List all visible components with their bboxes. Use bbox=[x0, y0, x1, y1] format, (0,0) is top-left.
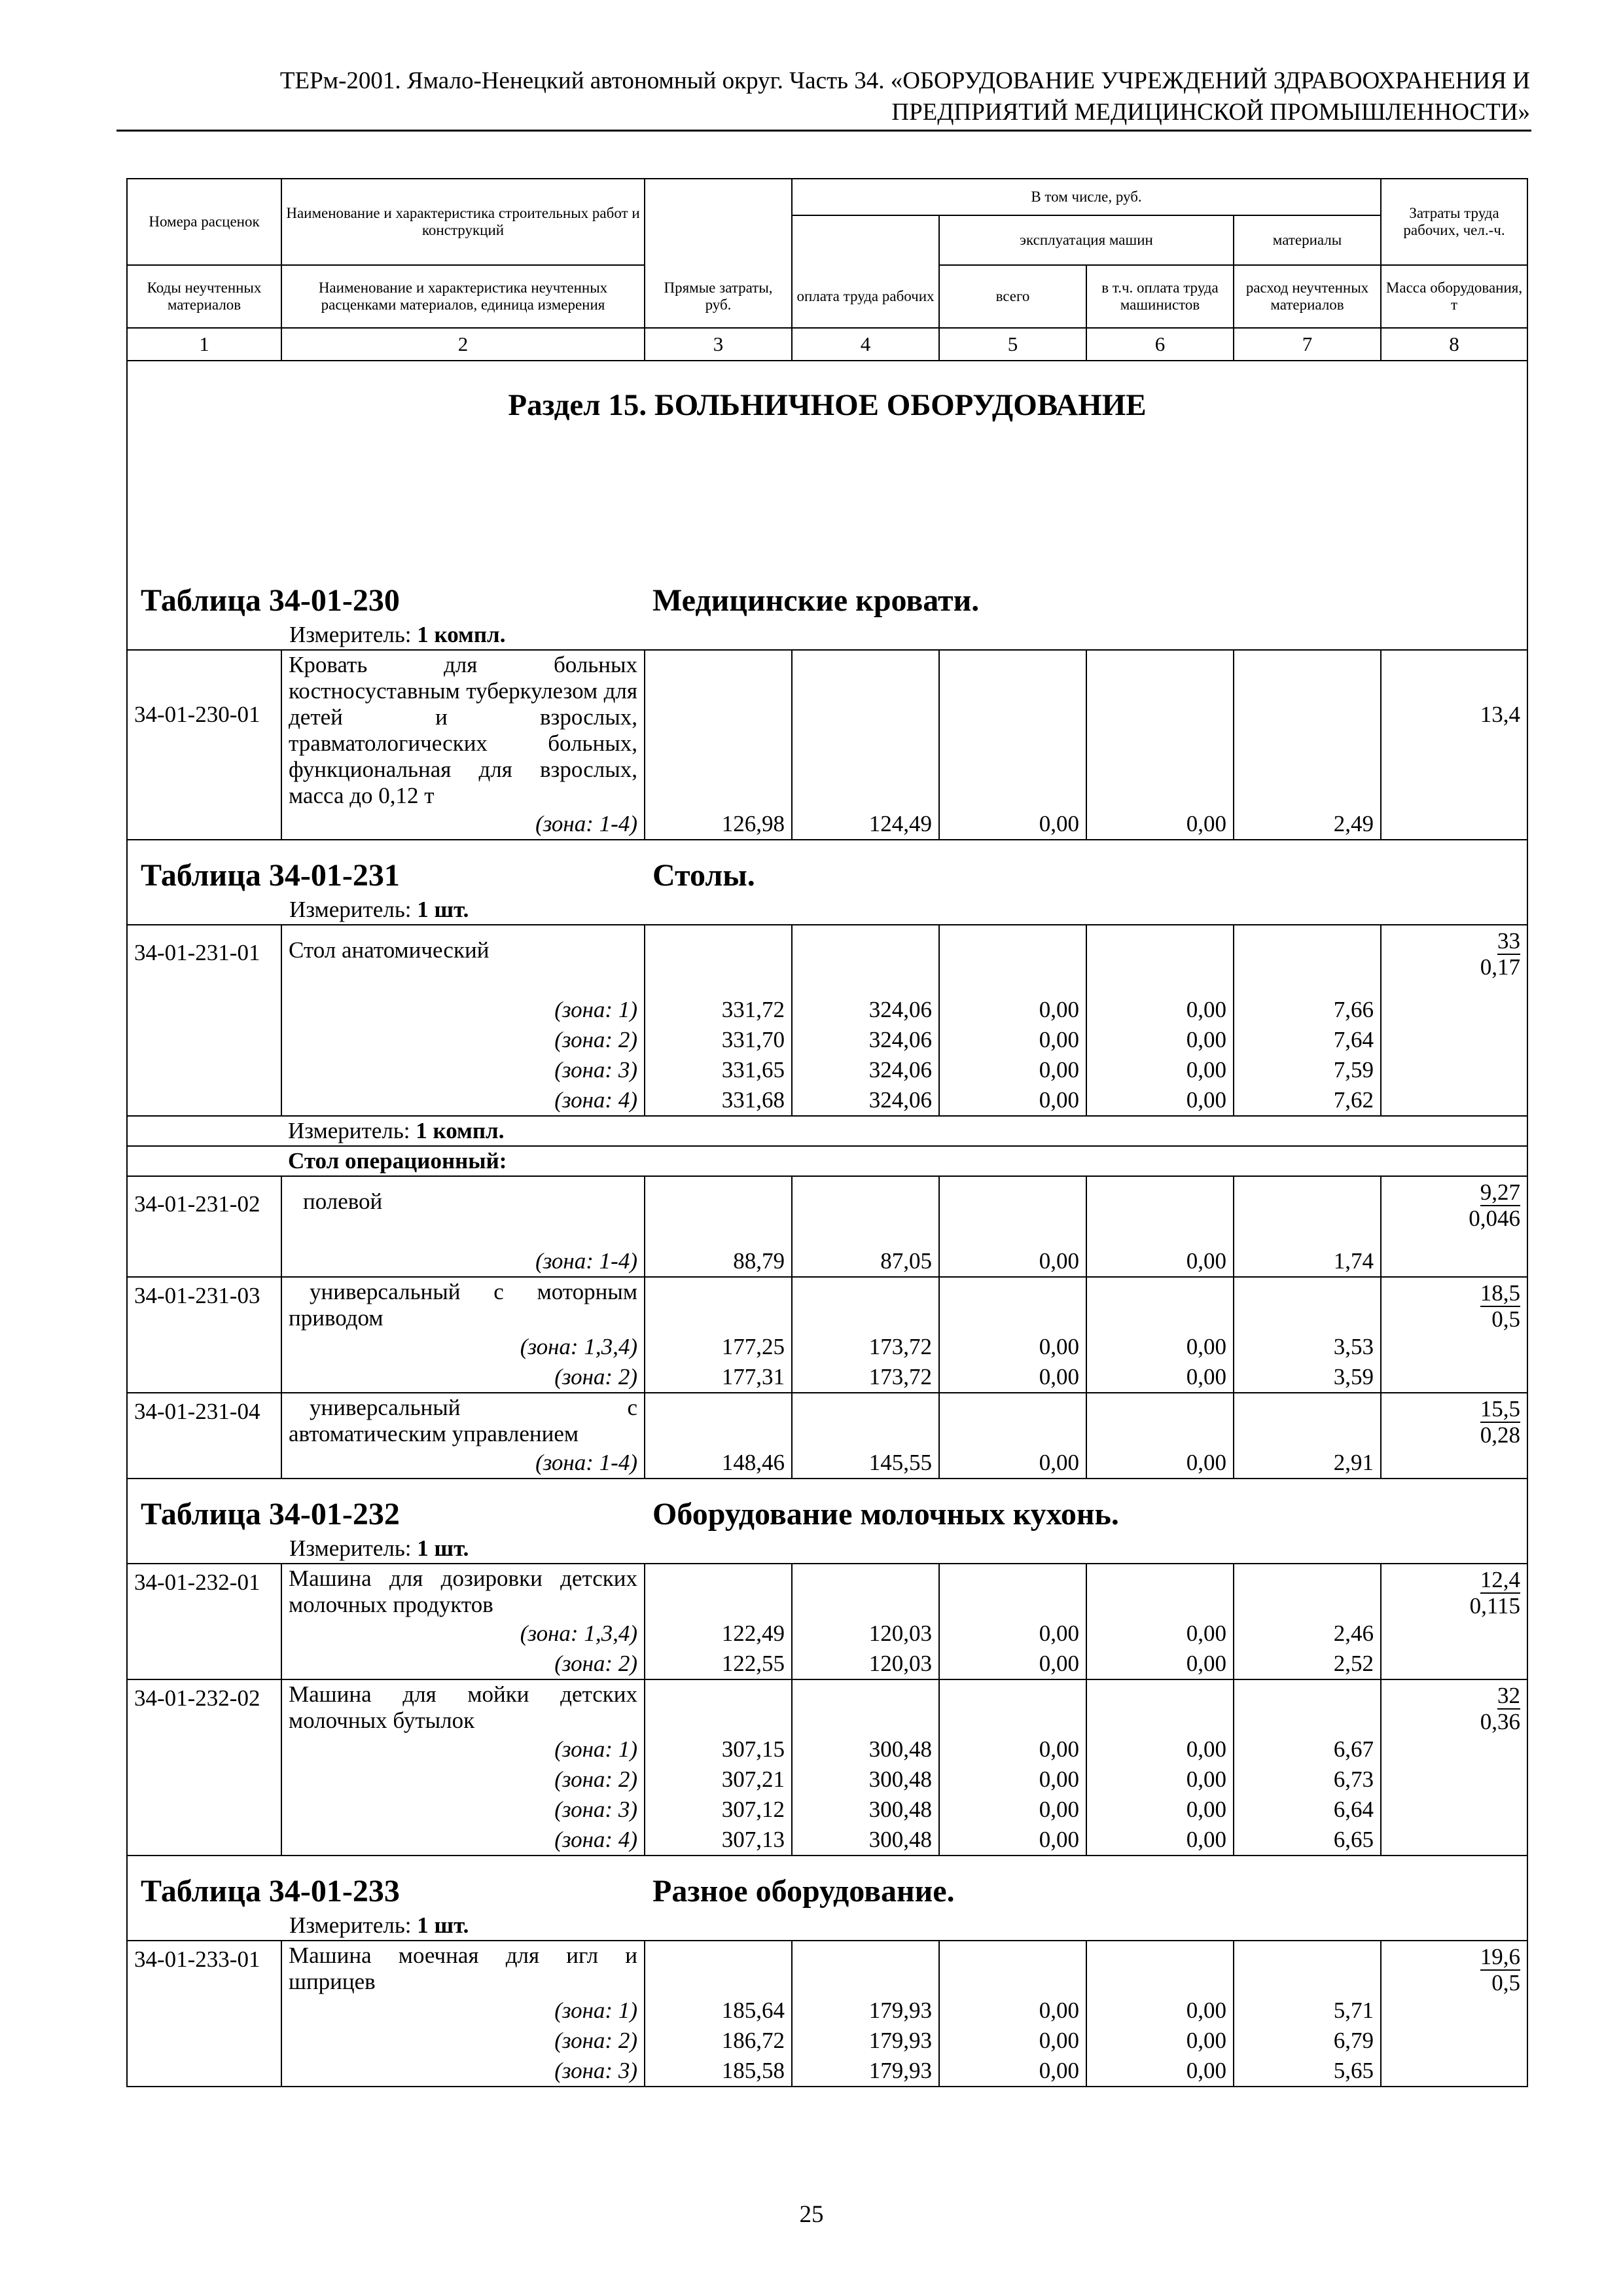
value-direct: 177,25 bbox=[645, 1332, 792, 1362]
measure-value: 1 шт. bbox=[417, 1912, 469, 1938]
th-incl-wages: в т.ч. оплата труда машинистов bbox=[1086, 265, 1234, 328]
value-machinists: 0,00 bbox=[1086, 1825, 1234, 1856]
mass-bottom: 0,115 bbox=[1469, 1593, 1521, 1619]
running-header bbox=[116, 65, 1530, 128]
zone-row bbox=[127, 809, 1527, 840]
col-number: 4 bbox=[792, 328, 939, 361]
th-materials: материалы bbox=[1234, 215, 1381, 265]
measure-line bbox=[134, 1911, 1520, 1940]
value-machines: 0,00 bbox=[939, 995, 1086, 1025]
value-wages: 179,93 bbox=[792, 1996, 939, 2026]
zone-label: (зона: 4) bbox=[281, 1825, 645, 1856]
header-row-1 bbox=[127, 179, 1527, 215]
value-machines: 0,00 bbox=[939, 1362, 1086, 1393]
value-machines: 0,00 bbox=[939, 1795, 1086, 1825]
value-wages: 300,48 bbox=[792, 1795, 939, 1825]
mass-bottom: 0,5 bbox=[1491, 1306, 1521, 1332]
value-materials: 2,52 bbox=[1234, 1649, 1381, 1679]
mass-top: 33 bbox=[1497, 928, 1521, 954]
rate-code: 34-01-231-01 bbox=[127, 925, 281, 1116]
value-wages: 87,05 bbox=[792, 1246, 939, 1277]
value-direct: 307,13 bbox=[645, 1825, 792, 1856]
th-machine-ops: эксплуатация машин bbox=[939, 215, 1234, 265]
col-number: 2 bbox=[281, 328, 645, 361]
mass-fraction bbox=[1381, 1679, 1527, 1734]
value-direct: 122,55 bbox=[645, 1649, 792, 1679]
value-direct: 122,49 bbox=[645, 1619, 792, 1649]
table-row bbox=[127, 1941, 1527, 1996]
zone-label: (зона: 1,3,4) bbox=[281, 1619, 645, 1649]
zone-row bbox=[127, 1055, 1527, 1085]
mass-bottom: 0,046 bbox=[1469, 1206, 1521, 1231]
value-direct: 331,68 bbox=[645, 1085, 792, 1116]
measure-line bbox=[134, 1534, 1520, 1563]
value-materials: 6,67 bbox=[1234, 1734, 1381, 1765]
value-materials: 7,66 bbox=[1234, 995, 1381, 1025]
measure-label: Измеритель: bbox=[289, 622, 412, 647]
value-machinists: 0,00 bbox=[1086, 1734, 1234, 1765]
mass-fraction bbox=[1381, 1941, 1527, 1996]
value-direct: 186,72 bbox=[645, 2026, 792, 2056]
rate-description: Машина моечная для игл и шприцев bbox=[281, 1941, 645, 1996]
zone-row bbox=[127, 1795, 1527, 1825]
value-materials: 7,59 bbox=[1234, 1055, 1381, 1085]
value-machines: 0,00 bbox=[939, 1619, 1086, 1649]
value-direct: 148,46 bbox=[645, 1448, 792, 1479]
zone-label: (зона: 1-4) bbox=[281, 1448, 645, 1479]
value-direct: 307,12 bbox=[645, 1795, 792, 1825]
th-labor-cost: Затраты труда рабочих, чел.-ч. bbox=[1381, 179, 1527, 265]
value-machines: 0,00 bbox=[939, 1055, 1086, 1085]
zone-row bbox=[127, 1649, 1527, 1679]
rate-description: Стол анатомический bbox=[281, 925, 645, 995]
value-direct: 177,31 bbox=[645, 1362, 792, 1393]
value-machinists: 0,00 bbox=[1086, 1362, 1234, 1393]
value-machines: 0,00 bbox=[939, 1246, 1086, 1277]
value-machinists: 0,00 bbox=[1086, 1996, 1234, 2026]
col-number: 6 bbox=[1086, 328, 1234, 361]
mass-top: 18,5 bbox=[1480, 1280, 1521, 1306]
table-row bbox=[127, 1564, 1527, 1619]
zone-label: (зона: 2) bbox=[281, 2026, 645, 2056]
value-machinists: 0,00 bbox=[1086, 809, 1234, 840]
value-machines: 0,00 bbox=[939, 2026, 1086, 2056]
zone-label: (зона: 3) bbox=[281, 2056, 645, 2087]
table-row bbox=[127, 925, 1527, 995]
col-number: 7 bbox=[1234, 328, 1381, 361]
zone-label: (зона: 4) bbox=[281, 1085, 645, 1116]
value-machinists: 0,00 bbox=[1086, 2026, 1234, 2056]
th-name-materials: Наименование и характеристика неучтенных расценками материалов, единица измерения bbox=[281, 265, 645, 328]
table-row bbox=[127, 1679, 1527, 1734]
table-title-row bbox=[127, 840, 1527, 925]
rates-table-container bbox=[126, 178, 1527, 2087]
measure-value: 1 компл. bbox=[417, 622, 506, 647]
value-materials: 5,71 bbox=[1234, 1996, 1381, 2026]
value-materials: 6,64 bbox=[1234, 1795, 1381, 1825]
value-direct: 331,70 bbox=[645, 1025, 792, 1055]
col-number: 1 bbox=[127, 328, 281, 361]
value-machinists: 0,00 bbox=[1086, 2056, 1234, 2087]
col-number: 3 bbox=[645, 328, 792, 361]
measure-label: Измеритель: bbox=[288, 1118, 410, 1143]
value-materials: 1,74 bbox=[1234, 1246, 1381, 1277]
measure-value: 1 шт. bbox=[417, 897, 469, 922]
measure-value: 1 шт. bbox=[417, 1535, 469, 1561]
table-title: Таблица 34-01-230 bbox=[141, 583, 400, 618]
value-materials: 6,65 bbox=[1234, 1825, 1381, 1856]
zone-label: (зона: 1,3,4) bbox=[281, 1332, 645, 1362]
th-consumption: расход неучтенных материалов bbox=[1234, 265, 1381, 328]
section-row bbox=[127, 361, 1527, 581]
mass-bottom: 0,28 bbox=[1480, 1422, 1521, 1448]
mass-bottom: 0,36 bbox=[1480, 1709, 1521, 1734]
table-title: Таблица 34-01-233 bbox=[141, 1874, 400, 1909]
th-direct: Прямые затраты, руб. bbox=[645, 265, 792, 328]
table-title: Таблица 34-01-231 bbox=[141, 858, 400, 893]
zone-row bbox=[127, 1025, 1527, 1055]
page-number: 25 bbox=[799, 2201, 824, 2228]
value-machines: 0,00 bbox=[939, 1448, 1086, 1479]
th-wages-top bbox=[792, 215, 939, 265]
table-title-row bbox=[127, 1479, 1527, 1564]
value-machinists: 0,00 bbox=[1086, 995, 1234, 1025]
value-wages: 120,03 bbox=[792, 1649, 939, 1679]
value-direct: 307,15 bbox=[645, 1734, 792, 1765]
mass-fraction bbox=[1381, 925, 1527, 995]
zone-label: (зона: 2) bbox=[281, 1649, 645, 1679]
th-direct-top bbox=[645, 179, 792, 265]
group-row bbox=[127, 1146, 1527, 1176]
value-wages: 324,06 bbox=[792, 1085, 939, 1116]
value-materials: 2,91 bbox=[1234, 1448, 1381, 1479]
col-number: 5 bbox=[939, 328, 1086, 361]
zone-label: (зона: 1) bbox=[281, 995, 645, 1025]
zone-label: (зона: 2) bbox=[281, 1025, 645, 1055]
value-direct: 185,58 bbox=[645, 2056, 792, 2087]
mass-value: 13,4 bbox=[1381, 650, 1527, 809]
value-machines: 0,00 bbox=[939, 1332, 1086, 1362]
value-machinists: 0,00 bbox=[1086, 1448, 1234, 1479]
value-machinists: 0,00 bbox=[1086, 1332, 1234, 1362]
value-machines: 0,00 bbox=[939, 809, 1086, 840]
value-materials: 6,79 bbox=[1234, 2026, 1381, 2056]
value-wages: 324,06 bbox=[792, 1055, 939, 1085]
value-direct: 331,65 bbox=[645, 1055, 792, 1085]
th-name-char: Наименование и характеристика строительных работ и конструкций bbox=[281, 179, 645, 265]
zone-label: (зона: 3) bbox=[281, 1055, 645, 1085]
mass-fraction bbox=[1381, 1277, 1527, 1332]
col-number: 8 bbox=[1381, 328, 1527, 361]
value-wages: 300,48 bbox=[792, 1734, 939, 1765]
rate-description: полевой bbox=[281, 1176, 645, 1246]
table-name: Разное оборудование. bbox=[652, 1874, 955, 1909]
header-line-1: ТЕРм-2001. Ямало-Ненецкий автономный округ. Часть 34. «ОБОРУДОВАНИЕ УЧРЕЖДЕНИЙ ЗДРАВООХРАНЕНИЯ И bbox=[279, 67, 1530, 94]
rate-code: 34-01-232-01 bbox=[127, 1564, 281, 1679]
value-wages: 179,93 bbox=[792, 2056, 939, 2087]
th-total: всего bbox=[939, 265, 1086, 328]
value-machinists: 0,00 bbox=[1086, 1619, 1234, 1649]
table-row bbox=[127, 1277, 1527, 1332]
mass-bottom: 0,5 bbox=[1491, 1970, 1521, 1996]
value-materials: 7,64 bbox=[1234, 1025, 1381, 1055]
zone-row bbox=[127, 1246, 1527, 1277]
table-name: Оборудование молочных кухонь. bbox=[652, 1497, 1119, 1532]
table-row bbox=[127, 1393, 1527, 1448]
zone-row bbox=[127, 1619, 1527, 1649]
table-title: Таблица 34-01-232 bbox=[141, 1497, 400, 1532]
th-wages: оплата труда рабочих bbox=[792, 265, 939, 328]
value-materials: 2,46 bbox=[1234, 1619, 1381, 1649]
table-title-row bbox=[127, 1856, 1527, 1941]
group-title: Стол операционный: bbox=[281, 1146, 1527, 1176]
value-machinists: 0,00 bbox=[1086, 1246, 1234, 1277]
value-wages: 120,03 bbox=[792, 1619, 939, 1649]
rate-description: универсальный с автоматическим управлением bbox=[281, 1393, 645, 1448]
value-wages: 300,48 bbox=[792, 1825, 939, 1856]
rate-code: 34-01-232-02 bbox=[127, 1679, 281, 1856]
value-machinists: 0,00 bbox=[1086, 1025, 1234, 1055]
value-wages: 145,55 bbox=[792, 1448, 939, 1479]
mass-top: 19,6 bbox=[1480, 1944, 1521, 1969]
measure-label: Измеритель: bbox=[289, 897, 412, 922]
column-number-row bbox=[127, 328, 1527, 361]
measure-line bbox=[281, 1116, 1527, 1146]
value-materials: 7,62 bbox=[1234, 1085, 1381, 1116]
zone-row bbox=[127, 1332, 1527, 1362]
header-rule bbox=[116, 130, 1531, 132]
value-wages: 300,48 bbox=[792, 1765, 939, 1795]
value-direct: 307,21 bbox=[645, 1765, 792, 1795]
rate-code: 34-01-233-01 bbox=[127, 1941, 281, 2087]
rate-code: 34-01-230-01 bbox=[127, 650, 281, 840]
value-machines: 0,00 bbox=[939, 2056, 1086, 2087]
th-codes: Коды неучтенных материалов bbox=[127, 265, 281, 328]
table-row bbox=[127, 1176, 1527, 1246]
zone-row bbox=[127, 1996, 1527, 2026]
value-machinists: 0,00 bbox=[1086, 1795, 1234, 1825]
zone-row bbox=[127, 1448, 1527, 1479]
table-title-row bbox=[127, 581, 1527, 650]
header-line-2: ПРЕДПРИЯТИЙ МЕДИЦИНСКОЙ ПРОМЫШЛЕННОСТИ» bbox=[891, 99, 1530, 126]
measure-line bbox=[134, 895, 1520, 924]
value-machinists: 0,00 bbox=[1086, 1085, 1234, 1116]
th-rate-numbers: Номера расценок bbox=[127, 179, 281, 265]
table-row bbox=[127, 650, 1527, 809]
rate-code: 34-01-231-03 bbox=[127, 1277, 281, 1393]
value-wages: 179,93 bbox=[792, 2026, 939, 2056]
zone-row bbox=[127, 1734, 1527, 1765]
value-direct: 126,98 bbox=[645, 809, 792, 840]
value-machines: 0,00 bbox=[939, 1085, 1086, 1116]
header-row-3 bbox=[127, 265, 1527, 328]
value-wages: 173,72 bbox=[792, 1332, 939, 1362]
zone-row bbox=[127, 1765, 1527, 1795]
rates-table bbox=[126, 178, 1528, 2087]
value-machines: 0,00 bbox=[939, 1996, 1086, 2026]
section-title: Раздел 15. БОЛЬНИЧНОЕ ОБОРУДОВАНИЕ bbox=[127, 361, 1527, 581]
mass-fraction bbox=[1381, 1564, 1527, 1619]
mass-fraction bbox=[1381, 1176, 1527, 1246]
measure-value: 1 компл. bbox=[416, 1118, 505, 1143]
value-machines: 0,00 bbox=[939, 1649, 1086, 1679]
value-machinists: 0,00 bbox=[1086, 1055, 1234, 1085]
rate-description: универсальный с моторным приводом bbox=[281, 1277, 645, 1332]
value-direct: 331,72 bbox=[645, 995, 792, 1025]
mass-bottom: 0,17 bbox=[1480, 954, 1521, 980]
zone-label: (зона: 1-4) bbox=[281, 809, 645, 840]
zone-row bbox=[127, 2056, 1527, 2087]
value-wages: 124,49 bbox=[792, 809, 939, 840]
zone-row bbox=[127, 2026, 1527, 2056]
zone-label: (зона: 1) bbox=[281, 1734, 645, 1765]
value-materials: 3,53 bbox=[1234, 1332, 1381, 1362]
zone-label: (зона: 1) bbox=[281, 1996, 645, 2026]
zone-label: (зона: 2) bbox=[281, 1765, 645, 1795]
rate-description: Машина для дозировки детских молочных продуктов bbox=[281, 1564, 645, 1619]
measure-line bbox=[134, 620, 1520, 649]
measure-row bbox=[127, 1116, 1527, 1146]
value-wages: 173,72 bbox=[792, 1362, 939, 1393]
zone-row bbox=[127, 1825, 1527, 1856]
value-wages: 324,06 bbox=[792, 1025, 939, 1055]
measure-label: Измеритель: bbox=[289, 1535, 412, 1561]
value-direct: 185,64 bbox=[645, 1996, 792, 2026]
value-wages: 324,06 bbox=[792, 995, 939, 1025]
value-materials: 6,73 bbox=[1234, 1765, 1381, 1795]
mass-fraction bbox=[1381, 1393, 1527, 1448]
rate-description: Машина для мойки детских молочных бутылок bbox=[281, 1679, 645, 1734]
value-machinists: 0,00 bbox=[1086, 1765, 1234, 1795]
value-machines: 0,00 bbox=[939, 1734, 1086, 1765]
zone-row bbox=[127, 1085, 1527, 1116]
zone-label: (зона: 3) bbox=[281, 1795, 645, 1825]
rate-description: Кровать для больных костносуставным туберкулезом для детей и взрослых, травматологических больных, функциональная для взрослых, масса до 0,12 т bbox=[281, 650, 645, 809]
mass-top: 12,4 bbox=[1480, 1567, 1521, 1592]
value-materials: 3,59 bbox=[1234, 1362, 1381, 1393]
value-machines: 0,00 bbox=[939, 1025, 1086, 1055]
value-machinists: 0,00 bbox=[1086, 1649, 1234, 1679]
value-machines: 0,00 bbox=[939, 1825, 1086, 1856]
mass-top: 9,27 bbox=[1480, 1179, 1521, 1205]
measure-label: Измеритель: bbox=[289, 1912, 412, 1938]
value-direct: 88,79 bbox=[645, 1246, 792, 1277]
value-materials: 5,65 bbox=[1234, 2056, 1381, 2087]
zone-label: (зона: 2) bbox=[281, 1362, 645, 1393]
th-mass: Масса оборудования, т bbox=[1381, 265, 1527, 328]
zone-label: (зона: 1-4) bbox=[281, 1246, 645, 1277]
rate-code: 34-01-231-02 bbox=[127, 1176, 281, 1277]
zone-row bbox=[127, 995, 1527, 1025]
table-name: Столы. bbox=[652, 858, 755, 893]
value-machines: 0,00 bbox=[939, 1765, 1086, 1795]
rate-code: 34-01-231-04 bbox=[127, 1393, 281, 1479]
zone-row bbox=[127, 1362, 1527, 1393]
mass-top: 15,5 bbox=[1480, 1396, 1521, 1422]
value-materials: 2,49 bbox=[1234, 809, 1381, 840]
mass-top: 32 bbox=[1497, 1683, 1521, 1708]
table-name: Медицинские кровати. bbox=[652, 583, 980, 618]
th-including: В том числе, руб. bbox=[792, 179, 1381, 215]
